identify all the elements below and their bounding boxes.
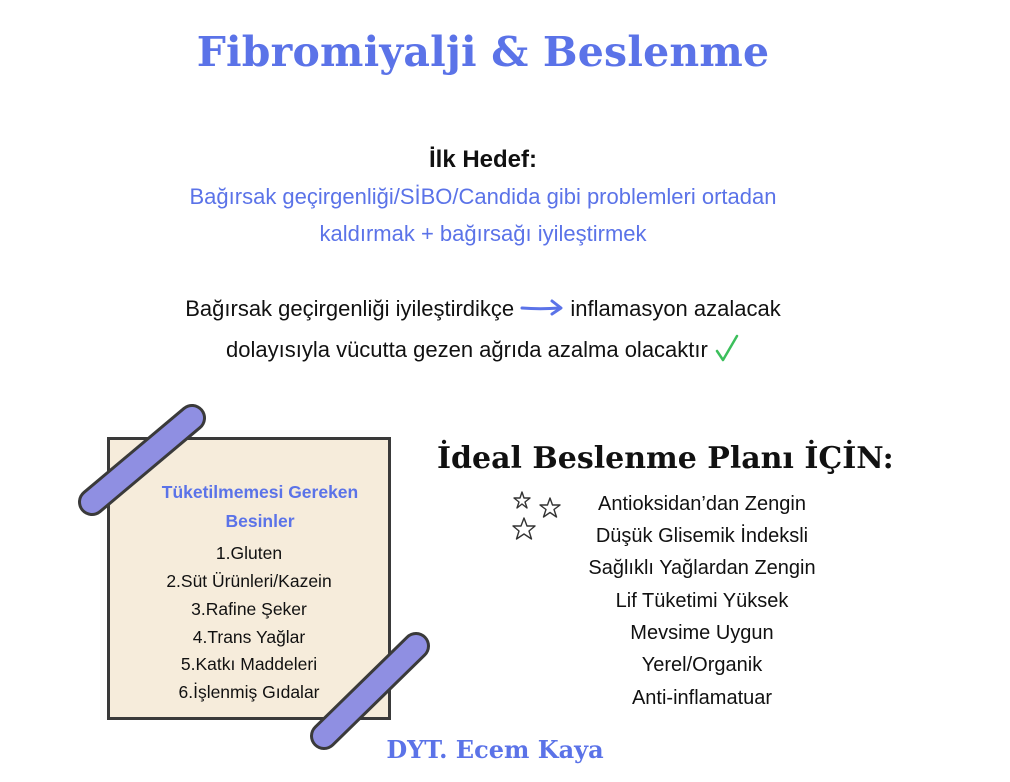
ideal-item: Düşük Glisemik İndeksli: [595, 525, 809, 547]
ideal-item: Lif Tüketimi Yüksek: [615, 590, 789, 612]
statement-part-1: Bağırsak geçirgenliği iyileştirdikçe: [185, 296, 515, 321]
tape-top-left: [72, 398, 212, 522]
avoid-item: 4.Trans Yağlar: [192, 627, 306, 647]
long-arrow-right-icon: [520, 297, 564, 323]
ideal-item: Yerel/Organik: [641, 654, 763, 676]
ideal-item: Sağlıklı Yağlardan Zengin: [588, 557, 816, 579]
avoid-item: 3.Rafine Şeker: [191, 599, 307, 619]
avoid-card-title-2: Besinler: [225, 511, 295, 531]
statement-line-2: [0, 333, 966, 369]
ideal-item: Anti-inflamatuar: [631, 687, 773, 709]
avoid-item: 2.Süt Ürünleri/Kazein: [166, 571, 332, 591]
ideal-item: Antioksidan’dan Zengin: [598, 493, 806, 515]
page-title: Fibromiyalji & Beslenme: [196, 28, 770, 76]
goal-line-2: kaldırmak + bağırsağı iyileştirmek: [319, 221, 647, 246]
author-name: DYT. Ecem Kaya: [386, 735, 604, 764]
statement-part-2: inflamasyon azalacak: [570, 296, 781, 321]
statement-line-2-text: dolayısıyla vücutta gezen ağrıda azalma olacaktır: [226, 336, 708, 362]
statement-line-1: [0, 296, 966, 323]
goal-line-1: Bağırsak geçirgenliği/SİBO/Candida gibi problemleri ortadan: [189, 184, 777, 209]
checkmark-icon: [714, 333, 740, 369]
goal-heading: İlk Hedef:: [428, 146, 538, 173]
avoid-item: 6.İşlenmiş Gıdalar: [178, 682, 320, 702]
ideal-item: Mevsime Uygun: [630, 622, 774, 644]
avoid-item: 5.Katkı Maddeleri: [180, 654, 318, 674]
avoid-item: 1.Gluten: [215, 543, 283, 563]
ideal-plan-heading: İdeal Beslenme Planı İÇİN:: [437, 441, 894, 476]
avoid-card-title-1: Tüketilmemesi Gereken: [161, 482, 359, 502]
